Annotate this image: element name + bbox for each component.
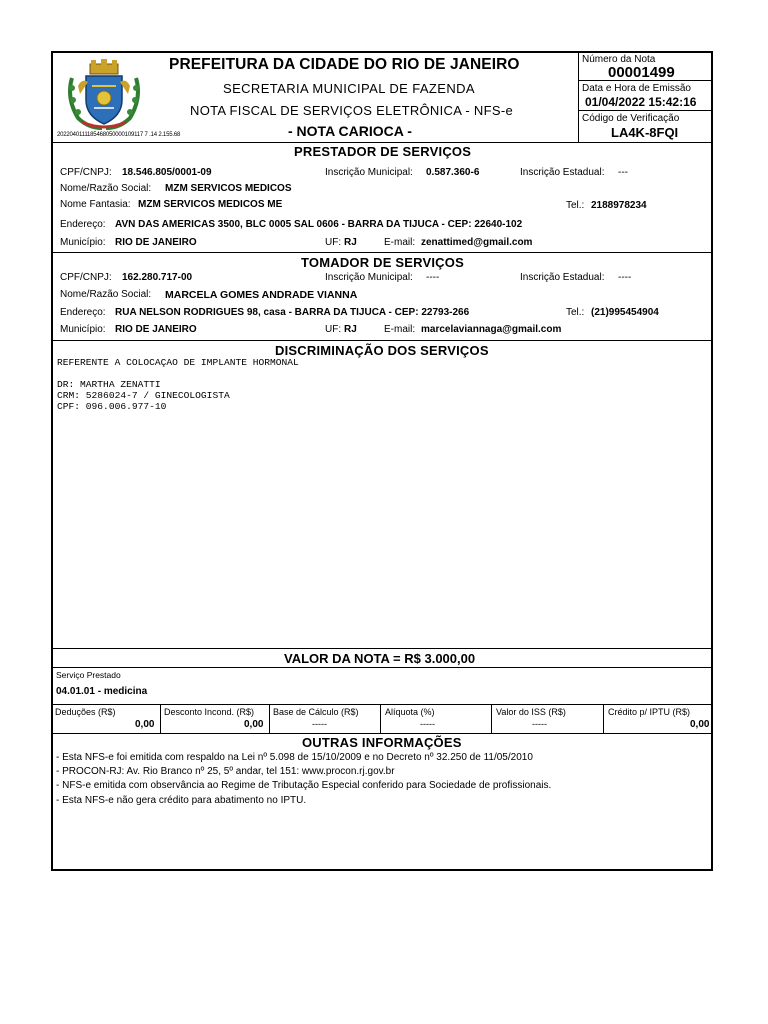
provider-uf-label: UF: (325, 237, 342, 248)
taker-phone-label: Tel.: (566, 307, 585, 318)
tax-label-iss: Valor do ISS (R$) (496, 707, 566, 717)
verification-code: LA4K-8FQI (611, 125, 679, 140)
tax-value-deductions: 0,00 (135, 719, 155, 730)
taker-address-label: Endereço: (60, 307, 106, 318)
provider-city: RIO DE JANEIRO (115, 237, 197, 248)
provider-cnpj: 18.546.805/0001-09 (122, 167, 212, 178)
services-line: DR: MARTHA ZENATTI (57, 379, 161, 390)
provider-fantasy-label: Nome Fantasia: (60, 199, 131, 210)
other-info-line: - PROCON-RJ: Av. Rio Branco nº 25, 5º andar, tel 151: www.procon.rj.gov.br (56, 766, 395, 777)
note-number-label: Número da Nota (582, 54, 656, 65)
tax-value-rate: ----- (420, 719, 435, 729)
provider-phone: 2188978234 (591, 200, 647, 211)
services-line: CRM: 5286024-7 / GINECOLOGISTA (57, 390, 230, 401)
services-section-title: DISCRIMINAÇÃO DOS SERVIÇOS (275, 343, 489, 358)
tax-label-rate: Alíquota (%) (385, 707, 435, 717)
taker-section-title: TOMADOR DE SERVIÇOS (301, 255, 464, 270)
tax-value-base: ----- (312, 719, 327, 729)
provider-municipal: 0.587.360-6 (426, 167, 480, 178)
taker-uf: RJ (344, 324, 357, 335)
taker-cnpj: 162.280.717-00 (122, 272, 193, 283)
provider-phone-label: Tel.: (566, 200, 585, 211)
taker-state-label: Inscrição Estadual: (520, 272, 605, 283)
tax-value-iss: ----- (532, 719, 547, 729)
total-value: VALOR DA NOTA = R$ 3.000,00 (284, 651, 476, 666)
tax-label-deductions: Deduções (R$) (55, 707, 116, 717)
taker-municipal-label: Inscrição Municipal: (325, 272, 413, 283)
services-line: CPF: 096.006.977-10 (57, 401, 167, 412)
issue-date-label: Data e Hora de Emissão (582, 83, 691, 94)
tax-label-discount: Desconto Incond. (R$) (164, 707, 255, 717)
provider-state: --- (618, 167, 628, 178)
other-info-line: - Esta NFS-e foi emitida com respaldo na Lei nº 5.098 de 15/10/2009 e no Decreto nº 32.250 de 11/05/2010 (56, 752, 533, 763)
secretariat-title: SECRETARIA MUNICIPAL DE FAZENDA (223, 81, 475, 96)
taker-phone: (21)995454904 (591, 307, 659, 318)
taker-name-label: Nome/Razão Social: (60, 289, 152, 300)
provider-cnpj-label: CPF/CNPJ: (60, 167, 112, 178)
issue-date-value: 01/04/2022 15:42:16 (585, 95, 697, 109)
coat-of-arms-icon (64, 58, 144, 132)
provider-address: AVN DAS AMERICAS 3500, BLC 0005 SAL 0606 - BARRA DA TIJUCA - CEP: 22640-102 (115, 219, 523, 230)
taker-cnpj-label: CPF/CNPJ: (60, 272, 112, 283)
provider-address-label: Endereço: (60, 219, 106, 230)
provider-fantasy: MZM SERVICOS MEDICOS ME (138, 199, 283, 210)
city-hall-title: PREFEITURA DA CIDADE DO RIO DE JANEIRO (169, 56, 520, 73)
taker-city: RIO DE JANEIRO (115, 324, 197, 335)
taker-email-label: E-mail: (384, 324, 416, 335)
provider-uf: RJ (344, 237, 357, 248)
tax-value-iptu: 0,00 (690, 719, 710, 730)
provider-state-label: Inscrição Estadual: (520, 167, 605, 178)
nota-carioca-title: - NOTA CARIOCA - (288, 123, 412, 139)
provider-municipal-label: Inscrição Municipal: (325, 167, 413, 178)
verification-label: Código de Verificação (582, 113, 680, 124)
taker-state: ---- (618, 272, 632, 283)
provider-email-label: E-mail: (384, 237, 416, 248)
taker-uf-label: UF: (325, 324, 342, 335)
taker-email: marcelaviannaga@gmail.com (421, 324, 562, 335)
provider-name-label: Nome/Razão Social: (60, 183, 152, 194)
other-info-line: - NFS-e emitida com observância ao Regime de Tributação Especial conferido para Sociedade de profissionais. (56, 780, 552, 791)
tiny-code: 2022040111185468050000109117 7 .14 2.155.68 (57, 132, 181, 138)
taker-address: RUA NELSON RODRIGUES 98, casa - BARRA DA TIJUCA - CEP: 22793-266 (115, 307, 470, 318)
taker-municipal: ---- (426, 272, 440, 283)
service-item-value: 04.01.01 - medicina (56, 686, 148, 697)
tax-value-discount: 0,00 (244, 719, 264, 730)
provider-name: MZM SERVICOS MEDICOS (165, 183, 292, 194)
taker-name: MARCELA GOMES ANDRADE VIANNA (165, 289, 358, 301)
provider-city-label: Município: (60, 237, 106, 248)
tax-label-base: Base de Cálculo (R$) (273, 707, 359, 717)
tax-label-iptu: Crédito p/ IPTU (R$) (608, 707, 691, 717)
other-info-line: - Esta NFS-e não gera crédito para abatimento no IPTU. (56, 795, 307, 806)
provider-section-title: PRESTADOR DE SERVIÇOS (294, 144, 472, 159)
note-number: 00001499 (608, 64, 675, 81)
provider-email: zenattimed@gmail.com (421, 237, 533, 248)
service-item-label: Serviço Prestado (56, 670, 121, 680)
other-info-title: OUTRAS INFORMAÇÕES (302, 735, 462, 750)
services-line: REFERENTE A COLOCAÇAO DE IMPLANTE HORMONAL (57, 357, 299, 368)
document-type-title: NOTA FISCAL DE SERVIÇOS ELETRÔNICA - NFS-e (190, 103, 513, 118)
taker-city-label: Município: (60, 324, 106, 335)
